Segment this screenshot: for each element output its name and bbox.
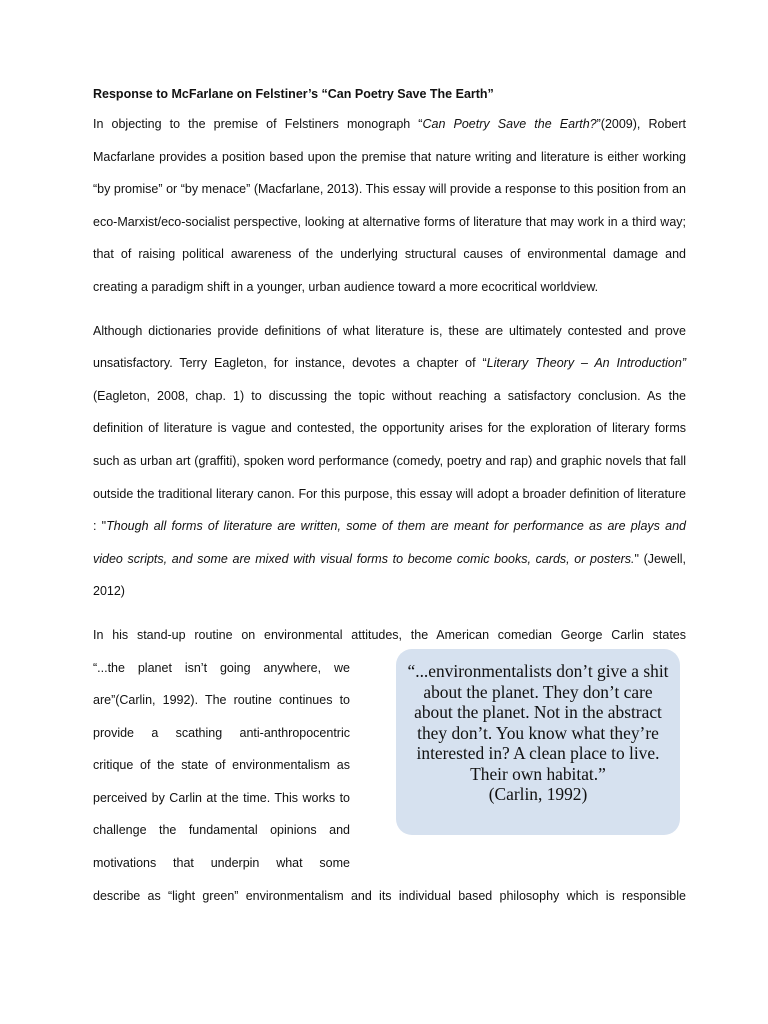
pull-quote-box — [396, 649, 680, 835]
paragraph-3 — [93, 619, 686, 912]
paragraph-2-italic-quote: Though all forms of literature are written, some of them are meant for performance as are plays and video scripts, and some are mixed with visual forms to become comic books, cards, or posters. — [93, 519, 686, 566]
paragraph-2 — [93, 315, 686, 608]
paragraph-2-text-c: (Eagleton, 2008, chap. 1) to discussing the topic without reaching a satisfactory conclusion. As the definition of literature is vague and contested, the opportunity arises for the exploration of literary forms such as urban art (graffiti), spoken word performance (comedy, poetry and rap) and graphic novels that fall outside the traditional literary canon. For this purpose, this essay will adopt a broader definition of literature : " — [93, 388, 686, 534]
paragraph-3-last-line: describe as “light green” environmentalism and its individual based philosophy which is responsible — [93, 888, 686, 903]
paragraph-1 — [93, 108, 686, 304]
paragraph-3-first-line: In his stand-up routine on environmental attitudes, the American comedian George Carlin states — [93, 627, 686, 642]
pull-quote-citation: (Carlin, 1992) — [488, 784, 588, 805]
pull-quote-text: “...environmentalists don’t give a shit about the planet. They don’t care about the planet. Not in the abstract they don’t. You know what they’re interested in? A clean place to live. Their own habitat.” — [407, 660, 669, 784]
paragraph-1-italic: Can Poetry Save the Earth? — [422, 117, 597, 131]
paragraph-1-text-a: In objecting to the premise of Felstiners monograph “ — [93, 117, 423, 131]
paragraph-1-text-c: ”(2009), Robert Macfarlane provides a position based upon the premise that nature writing and literature is either working “by promise” or “by menace” (Macfarlane, 2013). This essay will provide a response to this position from an eco-Marxist/eco-socialist perspective, looking at alternative forms of literature that may work in a third way; that of raising political awareness of the underlying structural causes of environmental damage and creating a paradigm shift in a younger, urban audience toward a more ecocritical worldview. — [93, 117, 687, 294]
paragraph-2-text-a: Although dictionaries provide definitions of what literature is, these are ultimately contested and prove unsatisfactory. Terry Eagleton, for instance, devotes a chapter of “ — [93, 323, 686, 371]
paragraph-3-narrow-column: “...the planet isn’t going anywhere, we are”(Carlin, 1992). The routine continues to provide a scathing anti-anthropocentric critique of the state of environmentalism as perceived by Carlin at the time. This works to challenge the fundamental opinions and motivations that underpin what some — [93, 660, 350, 871]
paragraph-2-text-e: " (Jewell, 2012) — [93, 551, 686, 599]
document-page — [93, 84, 686, 912]
document-title: Response to McFarlane on Felstiner’s “Can Poetry Save The Earth” — [93, 87, 494, 101]
paragraph-2-italic-title: Literary Theory – An Introduction” — [486, 356, 687, 371]
